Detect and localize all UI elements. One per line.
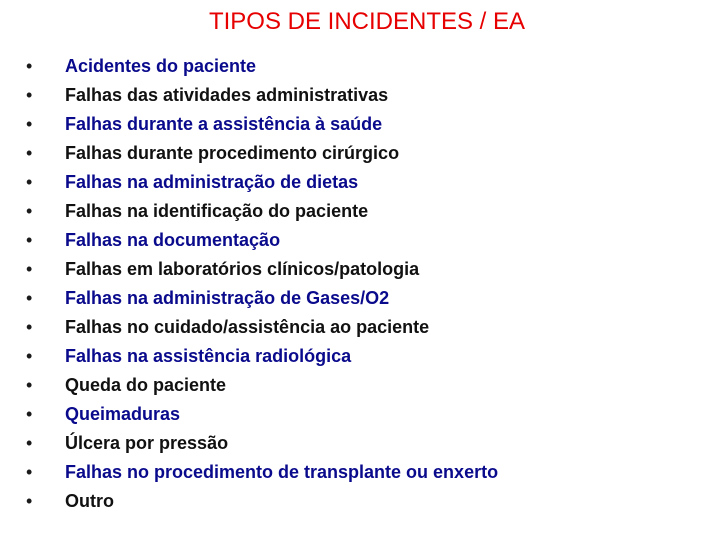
bullet-icon: • xyxy=(26,491,33,511)
bullet-icon: • xyxy=(26,259,33,279)
bullet-icon: • xyxy=(26,230,33,250)
list-item xyxy=(26,371,498,400)
list-item-text: Outro xyxy=(65,491,114,511)
list-item xyxy=(26,52,498,81)
bullet-icon: • xyxy=(26,317,33,337)
list-item-text: Falhas durante a assistência à saúde xyxy=(65,114,383,134)
bullet-icon: • xyxy=(26,143,33,163)
list-item xyxy=(26,197,498,226)
list-item-text: Queda do paciente xyxy=(65,375,227,395)
list-item-text: Falhas das atividades administrativas xyxy=(65,85,389,105)
list-item-text: Falhas no procedimento de transplante ou enxerto xyxy=(65,462,499,482)
list-item xyxy=(26,487,498,516)
list-item-text: Falhas na administração de dietas xyxy=(65,172,359,192)
list-item xyxy=(26,400,498,429)
list-item xyxy=(26,429,498,458)
list-item xyxy=(26,284,498,313)
list-item xyxy=(26,168,498,197)
list-item-text: Queimaduras xyxy=(65,404,181,424)
list-item xyxy=(26,226,498,255)
list-item xyxy=(26,342,498,371)
list-item-text: Falhas na identificação do paciente xyxy=(65,201,369,221)
bullet-icon: • xyxy=(26,172,33,192)
list-item-text: Falhas durante procedimento cirúrgico xyxy=(65,143,400,163)
bullet-icon: • xyxy=(26,56,33,76)
bullet-icon: • xyxy=(26,462,33,482)
list-item xyxy=(26,313,498,342)
page-title: TIPOS DE INCIDENTES / EA xyxy=(208,8,526,35)
list-item xyxy=(26,110,498,139)
list-item xyxy=(26,81,498,110)
list-item xyxy=(26,139,498,168)
list-item-text: Falhas na administração de Gases/O2 xyxy=(65,288,390,308)
list-item-text: Falhas em laboratórios clínicos/patologia xyxy=(65,259,420,279)
bullet-icon: • xyxy=(26,404,33,424)
bullet-icon: • xyxy=(26,201,33,221)
list-item-text: Falhas na assistência radiológica xyxy=(65,346,352,366)
list-item-text: Úlcera por pressão xyxy=(65,433,229,453)
list-item-text: Acidentes do paciente xyxy=(65,56,257,76)
bullet-icon: • xyxy=(26,346,33,366)
list-item-text: Falhas na documentação xyxy=(65,230,281,250)
list-item xyxy=(26,458,498,487)
list-item xyxy=(26,255,498,284)
list-item-text: Falhas no cuidado/assistência ao paciente xyxy=(65,317,430,337)
bullet-icon: • xyxy=(26,433,33,453)
bullet-icon: • xyxy=(26,288,33,308)
incident-type-list xyxy=(26,52,498,516)
bullet-icon: • xyxy=(26,114,33,134)
bullet-icon: • xyxy=(26,375,33,395)
bullet-icon: • xyxy=(26,85,33,105)
